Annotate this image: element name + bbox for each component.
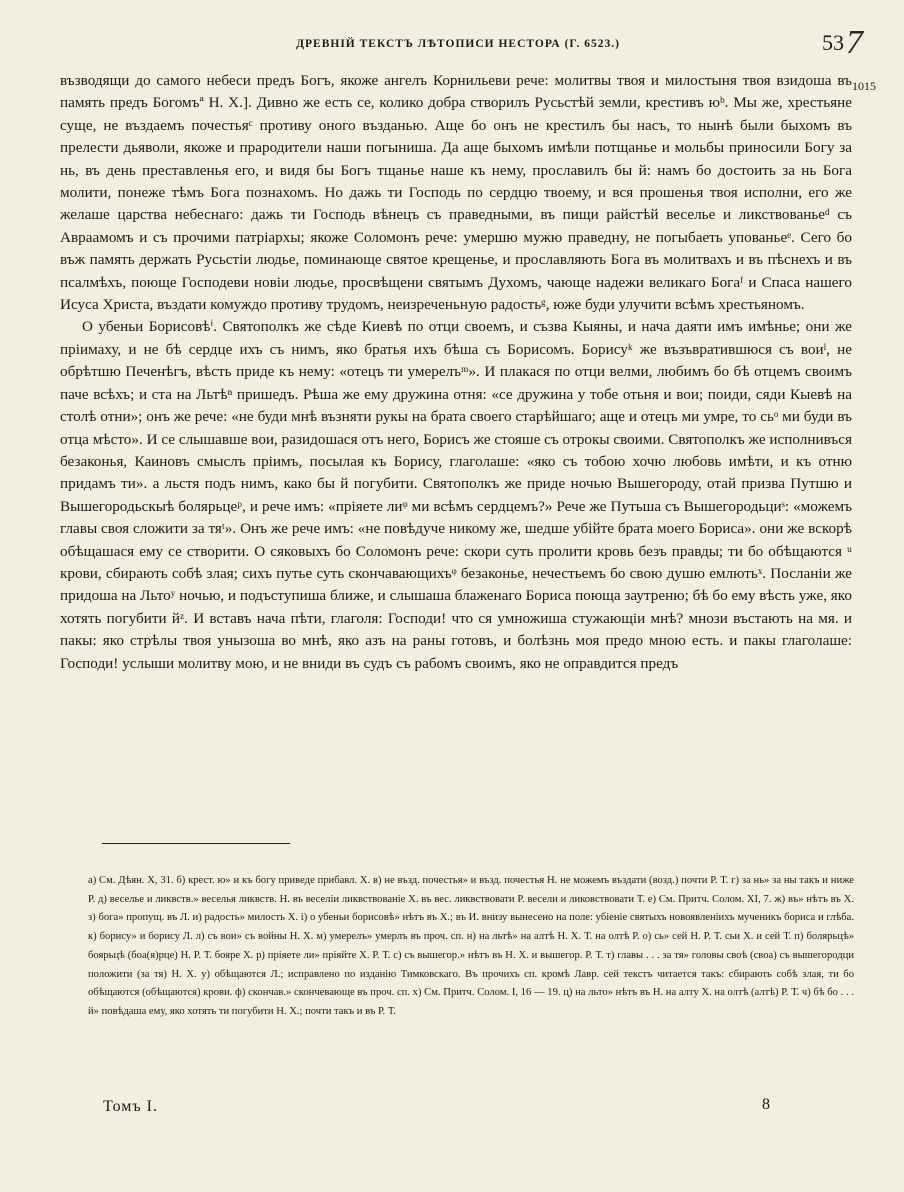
footnote-text: а) См. Дѣян. X, 31. б) крест. ю» и къ богу приведе прибавл. Х. в) не възд. почестья» и възд. почестья Н. не можемъ въздати (возд.) почти Р. Т. г) за нь» за ны такъ и ниже Р. д) веселье и ликвств.» веселья ликвств. Н. въ веселіи ликвствованіе Х. въ вес. ликвствовати Р. весели и ликовствовати Т. е) См. Притч. Солом. XI, 7. ж) въ» нѣтъ въ Х. з) бога» пропущ. въ Л. и) радость» милость Х. і) о убеньи борисовѣ» нѣтъ въ Х.; въ И. внизу вынесено на поле: убіеніе святыхъ новоявленіихъ мученикъ бориса и глѣба. к) борису» и борису Л. л) съ вои» съ войны Н. Х. м) умерелъ» умерлъ въ проч. сп. н) на льтѣ» на алтѣ Н. Х. Т. на олтѣ Р. о) сь» сей Н. Р. Т. сьи Х. и сей Т. п) болярьцѣ» боярьцѣ (боа(я)рце) Н. Р. Т. бояре Х. р) пріяете ли» пріяйте Х. Р. Т. с) съ вышегор.» нѣтъ въ Н. Х. и вышегор. Р. Т. т) главы . . . за тя» головы своѣ (своа) съ вышегородци положити (за тя) Н. Х. у) обѣщаются Л.; исправлено по изданію Тимковскаго. Въ прочихъ сп. кромѣ Лавр. сей текстъ читается такъ: сбирають собѣ злая, ти бо обѣщаются (обѣщаются) крови. ф) скончав.» скончевающе въ проч. сп. х) См. Притч. Солом. I, 16 — 19. ц) на льто» нѣтъ въ Н. на алту Х. на олтѣ (алтѣ) Р. Т. ч) бѣ бо . . . й» повѣдаша ему, яко хотять ти погубити Н. Х.; почти такъ и въ Р. Т. — [88, 875, 854, 1017]
running-header: ДРЕВНІЙ ТЕКСТЪ ЛѢТОПИСИ НЕСТОРА (Г. 6523.) — [296, 38, 620, 50]
main-text — [60, 70, 852, 675]
signature-mark: 8 — [762, 1096, 770, 1113]
paragraph: О убеньи Борисовѣⁱ. Святополкъ же сѣде Киевѣ по отци своемъ, и съзва Кыяны, и нача даяти имъ имѣнье; они же пріимаху, и не бѣ сердце ихъ съ нимъ, яко братья ихъ бѣша съ Борисомъ. Борисуᵏ же възъвратившюся съ воиˡ, не обрѣтшю Печенѣгъ, вѣсть приде къ нему: «отецъ ти умерелъᵐ». И плакася по отци велми, любимъ бо бѣ отцемъ своимъ паче всѣхъ; и ста на Льтѣⁿ пришедъ. Рѣша же ему дружина отня: «се дружина у тобе отьня и вои; поиди, сяди Кыевѣ на столѣ отни»; онъ же рече: «не буди мнѣ възняти рукы на брата своего старѣйшаго; аще и отецъ ми умре, то сьᵒ ми буди въ отца мѣсто». И се слышавше вои, разидошася отъ него, Борисъ же стояше съ отрокы своими. Святополкъ же исполнивъся безаконья, Каиновъ смыслъ пріимъ, посылая къ Борису, глаголаше: «яко съ тобою хочю любовь имѣти, и къ отню придамъ ти». а льстя подъ нимъ, како бы й погубити. Святополкъ же приде ночью Вышегороду, отай призва Путшю и Вышегородьскыѣ болярьцеᵖ, и рече имъ: «пріяете лиᵠ ми всѣмъ сердцемъ?» Рече же Путьша съ Вышегородьциˢ: «можемъ главы своя сложити за тяᵗ». Онъ же рече имъ: «не повѣдуче никому же, шедше убійте брата моего Бориса». они же вскорѣ обѣщашася ему се створити. О сяковыхъ бо Соломонъ рече: скори суть пролити кровь безъ правды; ти бо обѣщаются ᵘ крови, сбирають собѣ злая; сихъ путье суть скончавающихъᵠ безаконье, нечестьемъ бо свою душю емлютьˣ. Посланіи же придоша на Льтоʸ ночью, и подъступиша ближе, и слышаша блаженаго Бориса поюща заутреню; бѣ бо ему вѣсть уже, яко хотять погубити йᶻ. И вставъ нача пѣти, глаголя: Господи! что ся умножиша стужающіи мнѣ? мнози въстають на мя. и пакы: яко стрѣлы твоя унызоша во мнѣ, яко азъ на раны готовъ, и болѣзнь моя предо мною есть. и пакы глаголаше: Господи! услыши молитву мою, и не вниди въ судъ съ рабомъ своимъ, яко не оправдится предъ — [60, 318, 852, 672]
footnotes — [88, 872, 854, 1022]
footnote-divider — [102, 843, 290, 844]
page-number: 53 — [822, 30, 844, 55]
volume-label: Томъ І. — [103, 1098, 158, 1115]
paragraph: възводящи до самого небеси предъ Богъ, якоже ангелъ Корнильеви рече: молитвы твоя и милостыня твоя взидоша въ память предъ Богомъª Н. Х.]. Дивно же есть се, колико добра створилъ Русьстѣй земли, крестивъ юᵇ. Мы же, хрестьяне суще, не въздаемъ почестьяᶜ противу оного възданью. Аще бо онъ не крестилъ бы насъ, то нынѣ были быхомъ въ прелести дьяволи, якоже и прародители наши погыниша. Да аще быхомъ имѣли потщанье и мольбы приносили Богу за нь, въ день преставленья его, и видя бы Богъ тщанье наше къ нему, прославилъ бы й: намъ бо достоить за нь Бога молити, понеже тѣмъ Бога познахомъ. Но дажь ти Господь по сердцю твоему, и вся прошенья твоя исполни, его же желаше царства небеснаго: дажь ти Господь вѣнецъ съ праведными, въ пищи райстѣй веселье и ликствованьеᵈ съ Авраамомъ и съ прочими патріархы; якоже Соломонъ рече: умершю мужю праведну, не погыбаеть упованьеᵉ. Сего бо въж память держать Русьстіи людье, поминающе святое крещенье, и прославляють Бога въ молитвахъ и въ пѣснехъ и въ псалмѣхъ, поюще Господеви новіи людье, просвѣщени святымъ Духомъ, чающе надежи великаго Богаᶠ и Спаса нашего Исуса Христа, въздати комуждо противу трудомъ, неизреченьную радостьᵍ, юже буди улучити всѣмъ хрестьяномъ. — [60, 72, 852, 314]
margin-year: 1015 — [852, 79, 876, 93]
handwritten-mark: 7 — [846, 24, 863, 61]
